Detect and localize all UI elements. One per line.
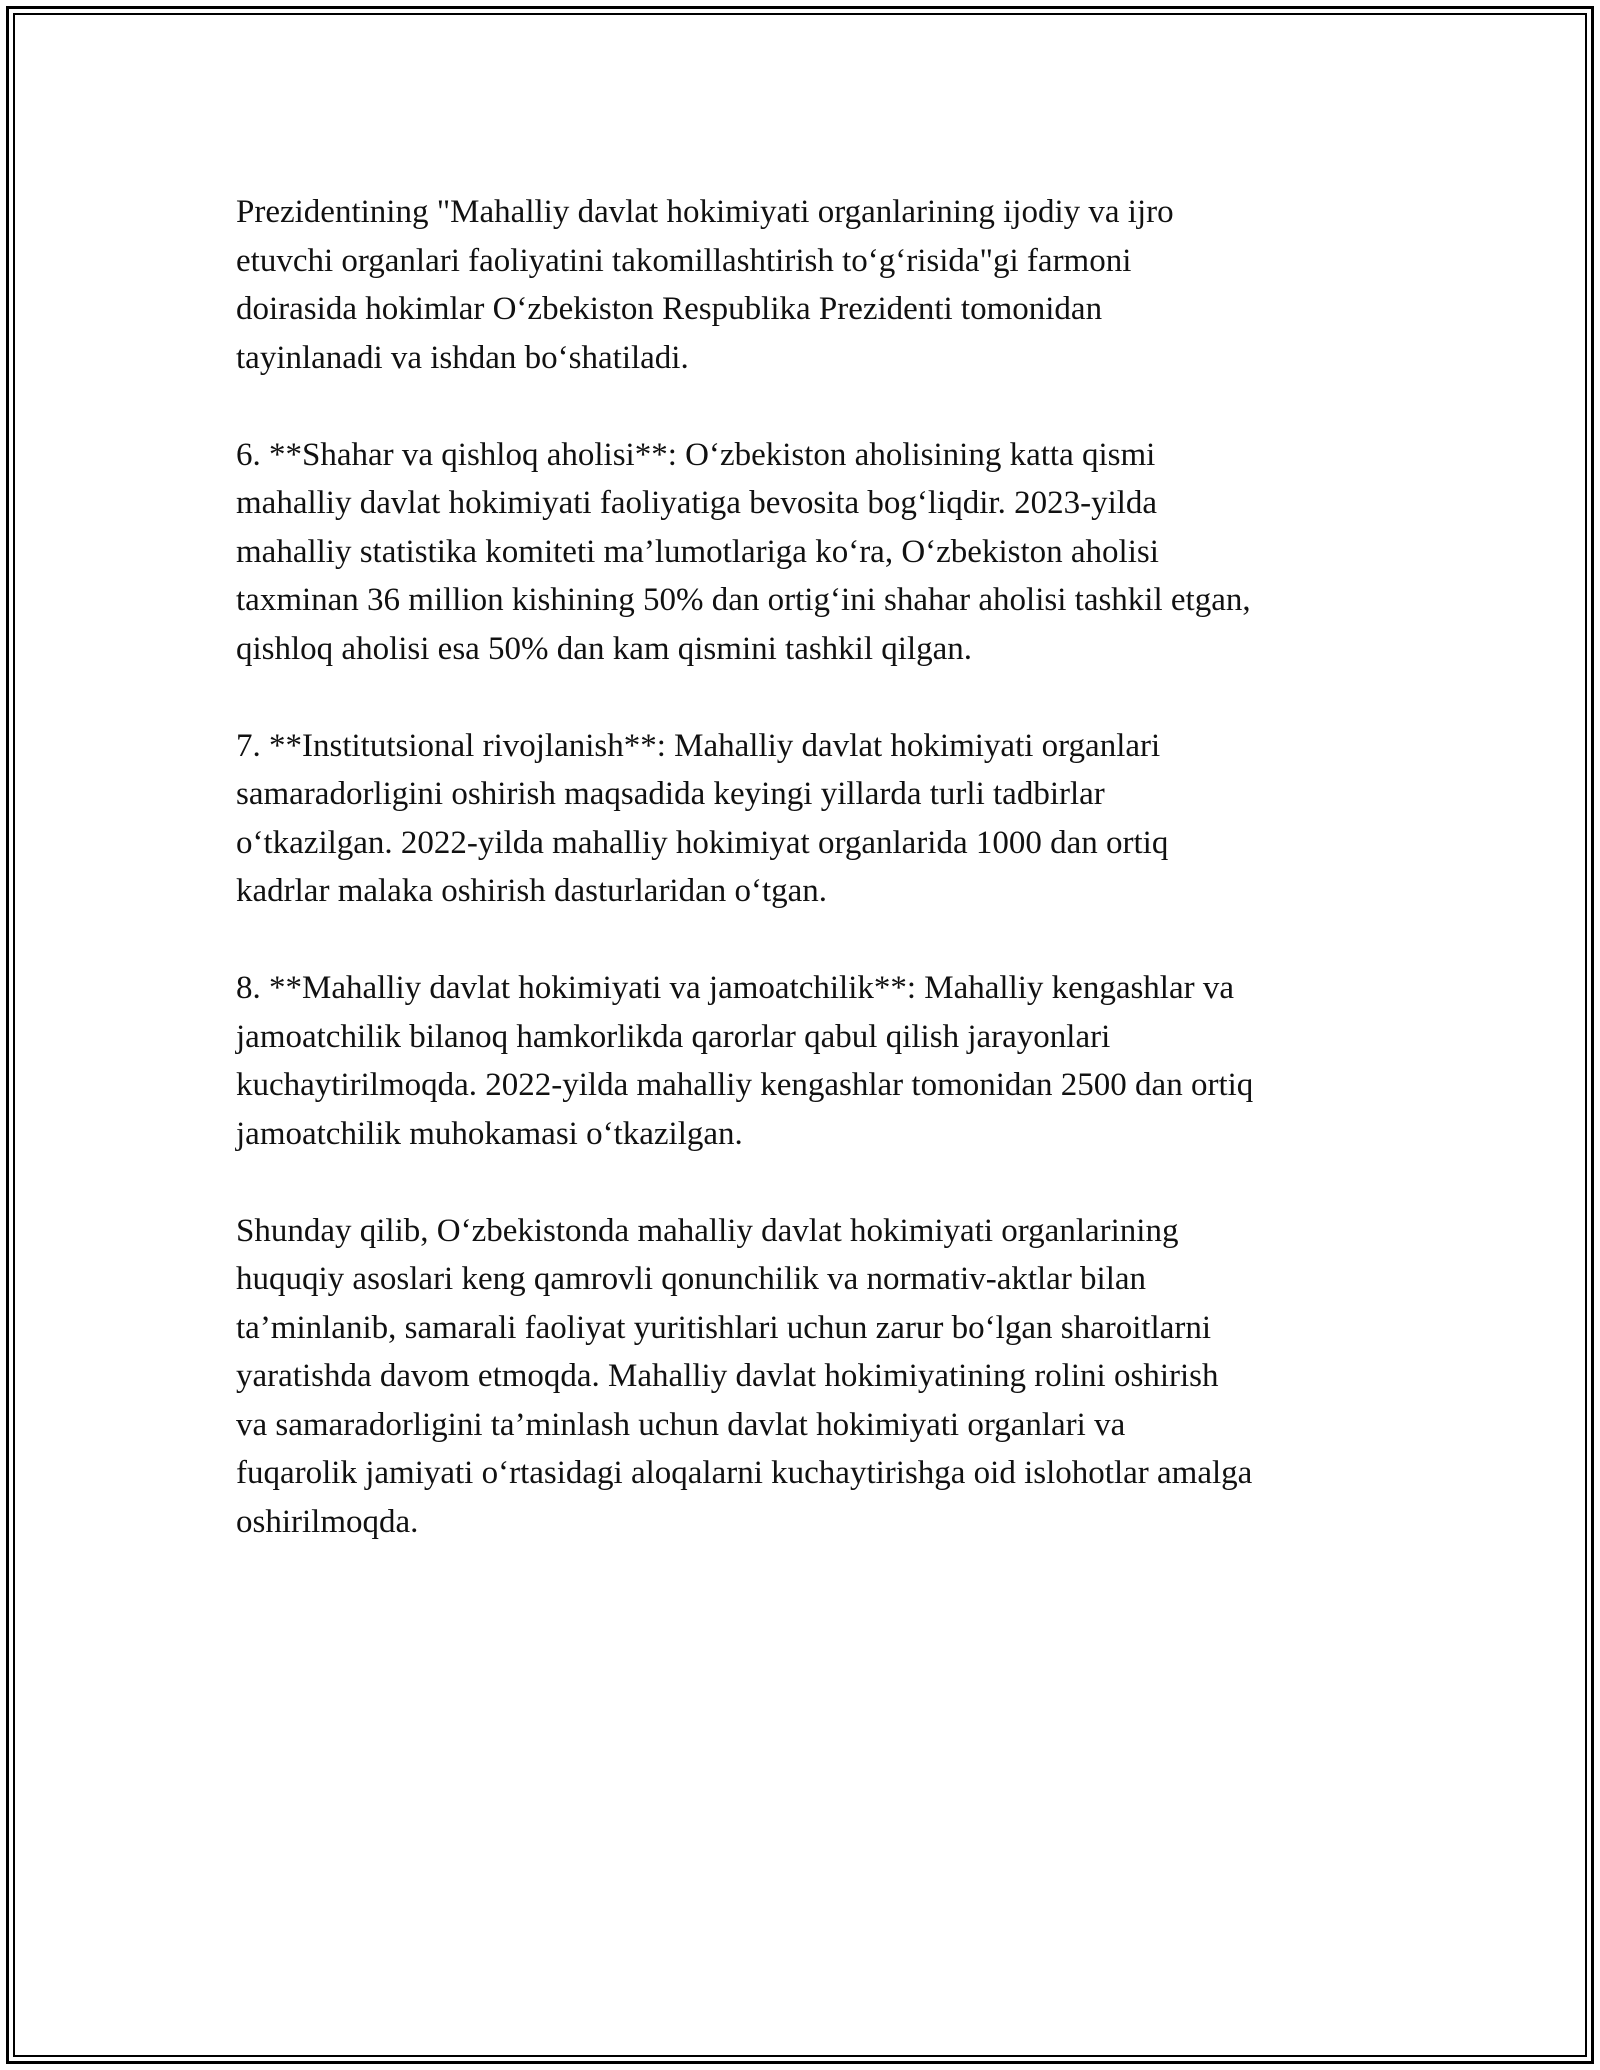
paragraph-item-7: 7. **Institutsional rivojlanish**: Mahalliy davlat hokimiyati organlari samaradorligini oshirish maqsadida keyingi yillarda turli tadbirlar o‘tkazilgan. 2022-yilda mahalliy hokimiyat organlarida 1000 dan ortiq kadrlar malaka oshirish dasturlaridan o‘tgan. <box>236 727 1169 909</box>
document-body <box>236 188 1386 1595</box>
paragraph-intro: Prezidentining "Mahalliy davlat hokimiyati organlarining ijodiy va ijro etuvchi organlari faoliyatini takomillashtirish to‘g‘risida"gi farmoni doirasida hokimlar O‘zbekiston Respublika Prezidenti tomonidan tayinlanadi va ishdan bo‘shatiladi. <box>236 194 1174 376</box>
paragraph-item-8: 8. **Mahalliy davlat hokimiyati va jamoatchilik**: Mahalliy kengashlar va jamoatchilik bilanoq hamkorlikda qarorlar qabul qilish jarayonlari kuchaytirilmoqda. 2022-yilda mahalliy kengashlar tomonidan 2500 dan ortiq jamoatchilik muhokamasi o‘tkazilgan. <box>236 970 1254 1152</box>
paragraph-item-6: 6. **Shahar va qishloq aholisi**: O‘zbekiston aholisining katta qismi mahalliy davlat hokimiyati faoliyatiga bevosita bog‘liqdir. 2023-yilda mahalliy statistika komiteti ma’lumotlariga ko‘ra, O‘zbekiston aholisi taxminan 36 million kishining 50% dan ortig‘ini shahar aholisi tashkil etgan, qishloq aholisi esa 50% dan kam qismini tashkil qilgan. <box>236 436 1251 667</box>
paragraph-conclusion: Shunday qilib, O‘zbekistonda mahalliy davlat hokimiyati organlarining huquqiy asoslari keng qamrovli qonunchilik va normativ-aktlar bilan ta’minlanib, samarali faoliyat yuritishlari uchun zarur bo‘lgan sharoitlarni yaratishda davom etmoqda. Mahalliy davlat hokimiyatining rolini oshirish va samaradorligini ta’minlash uchun davlat hokimiyati organlari va fuqarolik jamiyati o‘rtasidagi aloqalarni kuchaytirishga oid islohotlar amalga oshirilmoqda. <box>236 1212 1253 1540</box>
